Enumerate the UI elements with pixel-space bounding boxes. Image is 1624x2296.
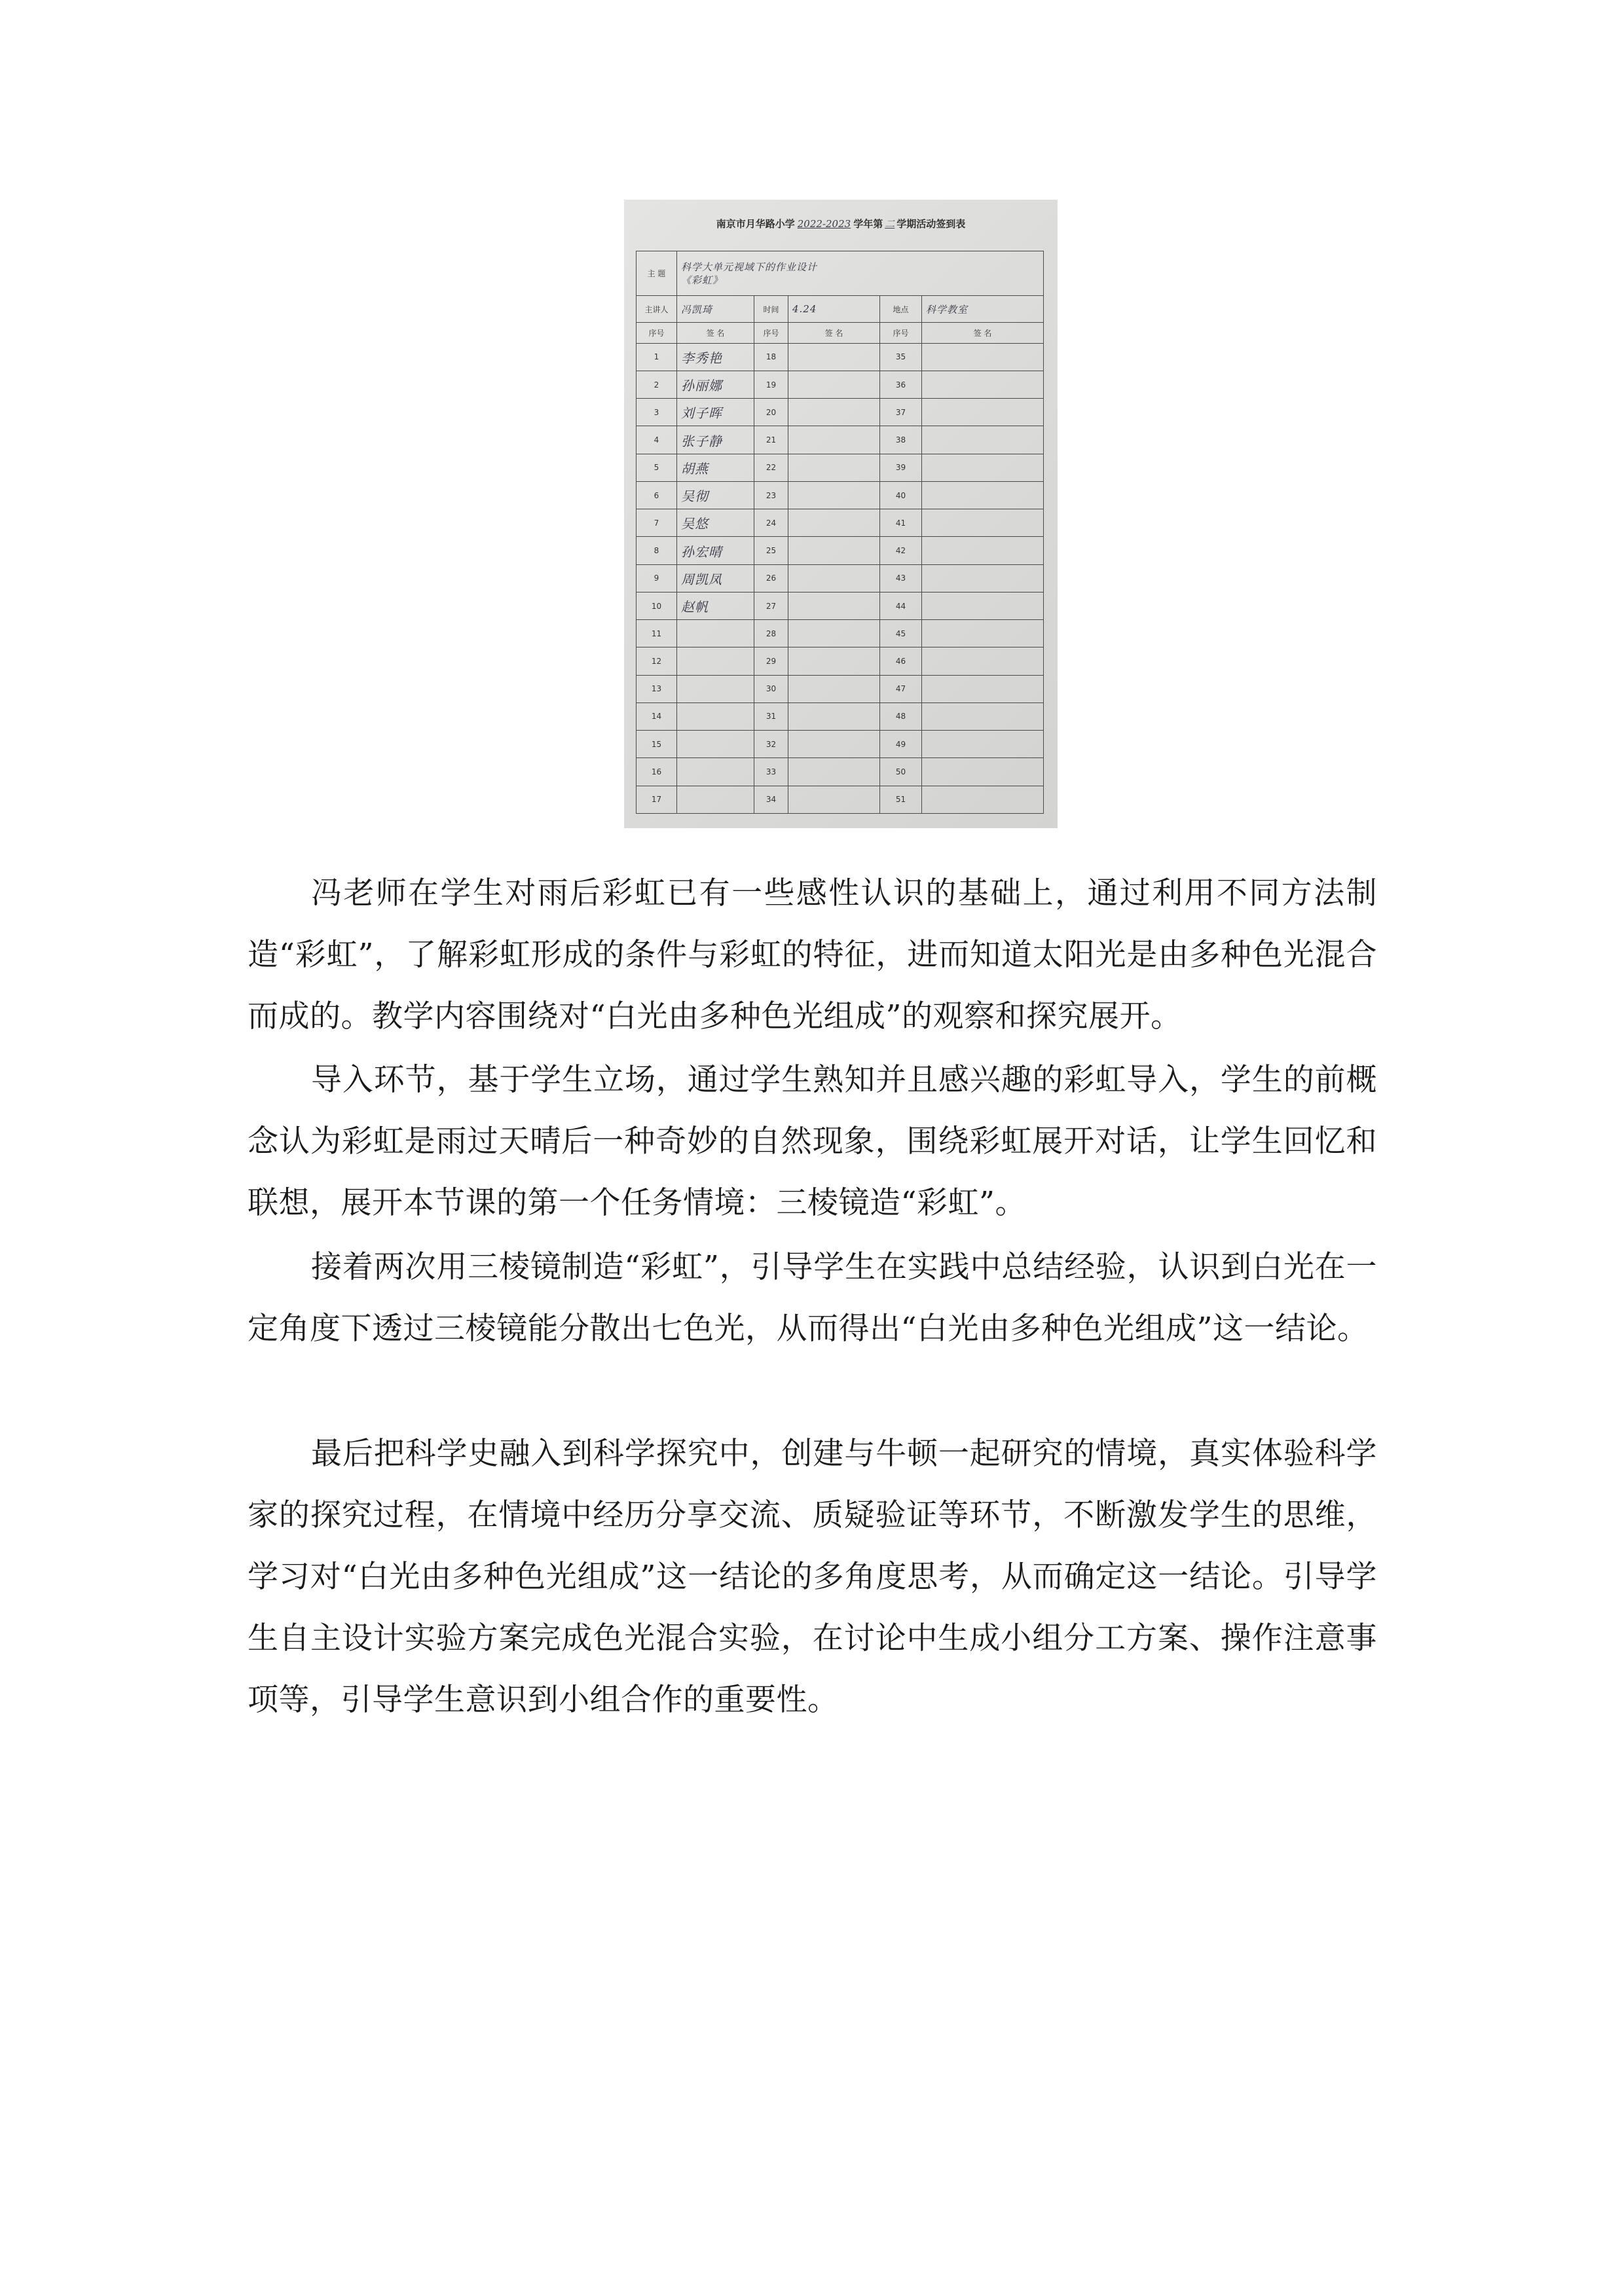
signature-cell <box>788 399 880 426</box>
signature-cell <box>788 675 880 702</box>
row-number-cell: 41 <box>880 509 922 537</box>
speaker-value: 冯凯琦 <box>681 303 713 316</box>
signature-cell <box>922 509 1044 537</box>
signature-cell <box>922 426 1044 454</box>
row-number-cell: 13 <box>637 675 677 702</box>
signature-cell <box>788 481 880 509</box>
signature-cell <box>677 647 754 675</box>
signature-cell <box>677 399 754 426</box>
signature-cell <box>677 592 754 619</box>
row-number-cell: 3 <box>637 399 677 426</box>
signature-hand: 李秀艳 <box>681 350 722 366</box>
row-number-cell: 4 <box>637 426 677 454</box>
topic-label: 主 题 <box>637 251 677 296</box>
topic-hand-line1: 科学大单元视域下的作业设计 <box>681 261 818 273</box>
row-number-cell: 23 <box>754 481 788 509</box>
row-number-cell: 19 <box>754 371 788 399</box>
signature-hand: 胡燕 <box>681 460 709 477</box>
signature-cell <box>677 481 754 509</box>
signature-cell <box>788 537 880 564</box>
signature-cell <box>788 758 880 786</box>
signature-cell <box>677 509 754 537</box>
table-row <box>637 786 1044 813</box>
signature-cell <box>788 371 880 399</box>
signature-cell <box>922 454 1044 481</box>
row-number-cell: 44 <box>880 592 922 619</box>
signature-cell <box>922 399 1044 426</box>
paragraph-1: 冯老师在学生对雨后彩虹已有一些感性认识的基础上，通过利用不同方法制造“彩虹”，了解彩虹形成的条件与彩虹的特征，进而知道太阳光是由多种色光混合而成的。教学内容围绕对“白光由多种色光组成”的观察和探究展开。 <box>248 875 1377 1034</box>
col-sign-1: 签 名 <box>677 322 754 343</box>
row-number-cell: 38 <box>880 426 922 454</box>
row-number-cell: 18 <box>754 343 788 371</box>
table-row <box>637 592 1044 619</box>
row-number-cell: 32 <box>754 731 788 758</box>
col-no-3: 序号 <box>880 322 922 343</box>
signature-hand: 赵帆 <box>681 599 709 615</box>
signature-cell <box>922 675 1044 702</box>
signature-hand: 吴悠 <box>681 516 709 532</box>
row-number-cell: 20 <box>754 399 788 426</box>
row-number-cell: 26 <box>754 564 788 592</box>
row-number-cell: 37 <box>880 399 922 426</box>
signature-cell <box>922 592 1044 619</box>
row-number-cell: 48 <box>880 702 922 730</box>
signature-cell <box>922 620 1044 647</box>
col-sign-2: 签 名 <box>788 322 880 343</box>
signature-cell <box>922 564 1044 592</box>
table-row <box>637 731 1044 758</box>
paragraph-4: 最后把科学史融入到科学探究中，创建与牛顿一起研究的情境，真实体验科学家的探究过程，在情境中经历分享交流、质疑验证等环节，不断激发学生的思维，学习对“白光由多种色光组成”这一结论的多角度思考，从而确定这一结论。引导学生自主设计实验方案完成色光混合实验，在讨论中生成小组分工方案、操作注意事项等，引导学生意识到小组合作的重要性。 <box>248 1436 1377 1718</box>
signature-hand: 刘子晖 <box>681 405 722 422</box>
sheet-title-middle: 学年第 <box>853 218 883 230</box>
table-row <box>637 702 1044 730</box>
signature-cell <box>922 731 1044 758</box>
signature-cell <box>788 343 880 371</box>
table-row <box>637 758 1044 786</box>
row-number-cell: 14 <box>637 702 677 730</box>
signature-cell <box>788 426 880 454</box>
row-number-cell: 50 <box>880 758 922 786</box>
col-no-2: 序号 <box>754 322 788 343</box>
row-number-cell: 43 <box>880 564 922 592</box>
row-number-cell: 29 <box>754 647 788 675</box>
row-number-cell: 17 <box>637 786 677 813</box>
row-number-cell: 28 <box>754 620 788 647</box>
row-number-cell: 25 <box>754 537 788 564</box>
signature-cell <box>922 758 1044 786</box>
row-number-cell: 40 <box>880 481 922 509</box>
signature-cell <box>788 564 880 592</box>
table-row <box>637 675 1044 702</box>
place-value: 科学教室 <box>926 303 969 316</box>
signature-cell <box>788 509 880 537</box>
row-number-cell: 51 <box>880 786 922 813</box>
time-value: 4.24 <box>792 303 817 315</box>
signature-cell <box>677 454 754 481</box>
table-row <box>637 426 1044 454</box>
row-number-cell: 31 <box>754 702 788 730</box>
row-number-cell: 15 <box>637 731 677 758</box>
place-label: 地点 <box>880 296 922 322</box>
signature-cell <box>788 731 880 758</box>
sheet-title-school: 南京市月华路小学 <box>716 218 795 230</box>
signature-cell <box>677 675 754 702</box>
col-no-1: 序号 <box>637 322 677 343</box>
signature-cell <box>677 620 754 647</box>
sheet-title <box>624 217 1058 230</box>
signature-cell <box>677 343 754 371</box>
sign-in-table <box>636 251 1044 814</box>
row-number-cell: 30 <box>754 675 788 702</box>
table-row <box>637 481 1044 509</box>
paragraph-3: 接着两次用三棱镜制造“彩虹”，引导学生在实践中总结经验，认识到白光在一定角度下透过三棱镜能分散出七色光，从而得出“白光由多种色光组成”这一结论。 <box>248 1249 1377 1347</box>
time-label: 时间 <box>754 296 788 322</box>
signature-cell <box>677 371 754 399</box>
row-number-cell: 22 <box>754 454 788 481</box>
signature-cell <box>788 702 880 730</box>
signature-cell <box>788 592 880 619</box>
row-number-cell: 16 <box>637 758 677 786</box>
table-row <box>637 564 1044 592</box>
signature-hand: 吴彻 <box>681 488 709 505</box>
row-number-cell: 12 <box>637 647 677 675</box>
row-number-cell: 47 <box>880 675 922 702</box>
signature-cell <box>922 481 1044 509</box>
row-number-cell: 6 <box>637 481 677 509</box>
row-number-cell: 2 <box>637 371 677 399</box>
row-number-cell: 36 <box>880 371 922 399</box>
topic-hand-line2: 《彩虹》 <box>681 274 724 286</box>
signature-cell <box>677 564 754 592</box>
table-row <box>637 509 1044 537</box>
sheet-title-term: 二 <box>885 218 895 230</box>
signature-hand: 张子静 <box>681 433 722 449</box>
topic-row <box>637 251 1044 296</box>
table-row <box>637 454 1044 481</box>
row-number-cell: 34 <box>754 786 788 813</box>
signature-cell <box>677 426 754 454</box>
row-number-cell: 21 <box>754 426 788 454</box>
signature-cell <box>788 454 880 481</box>
row-number-cell: 45 <box>880 620 922 647</box>
row-number-cell: 10 <box>637 592 677 619</box>
info-row <box>637 296 1044 322</box>
speaker-label: 主讲人 <box>637 296 677 322</box>
signature-cell <box>677 731 754 758</box>
signature-cell <box>788 620 880 647</box>
row-number-cell: 35 <box>880 343 922 371</box>
signature-hand: 孙宏晴 <box>681 543 722 560</box>
col-sign-3: 签 名 <box>922 322 1044 343</box>
signature-cell <box>788 647 880 675</box>
signature-cell <box>922 537 1044 564</box>
signature-cell <box>922 343 1044 371</box>
row-number-cell: 49 <box>880 731 922 758</box>
row-number-cell: 27 <box>754 592 788 619</box>
sheet-title-year: 2022-2023 <box>797 218 851 230</box>
signature-hand: 孙丽娜 <box>681 378 722 394</box>
table-row <box>637 399 1044 426</box>
table-row <box>637 537 1044 564</box>
signature-cell <box>922 371 1044 399</box>
signature-cell <box>922 786 1044 813</box>
sign-in-sheet-photo <box>624 200 1058 828</box>
table-row <box>637 647 1044 675</box>
paragraph-2: 导入环节，基于学生立场，通过学生熟知并且感兴趣的彩虹导入，学生的前概念认为彩虹是雨过天晴后一种奇妙的自然现象，围绕彩虹展开对话，让学生回忆和联想，展开本节课的第一个任务情境：三棱镜造“彩虹”。 <box>248 1062 1377 1221</box>
sheet-title-suffix: 学期活动签到表 <box>896 218 966 230</box>
row-number-cell: 24 <box>754 509 788 537</box>
row-number-cell: 39 <box>880 454 922 481</box>
signature-cell <box>922 702 1044 730</box>
row-number-cell: 8 <box>637 537 677 564</box>
row-number-cell: 9 <box>637 564 677 592</box>
topic-value <box>677 251 1044 296</box>
row-number-cell: 42 <box>880 537 922 564</box>
table-row <box>637 343 1044 371</box>
signature-cell <box>788 786 880 813</box>
signature-hand: 周凯凤 <box>681 571 722 587</box>
row-number-cell: 11 <box>637 620 677 647</box>
signature-cell <box>677 537 754 564</box>
row-number-cell: 7 <box>637 509 677 537</box>
row-number-cell: 33 <box>754 758 788 786</box>
header-row <box>637 322 1044 343</box>
row-number-cell: 46 <box>880 647 922 675</box>
signature-cell <box>677 758 754 786</box>
signature-cell <box>677 786 754 813</box>
table-row <box>637 371 1044 399</box>
table-row <box>637 620 1044 647</box>
signature-cell <box>677 702 754 730</box>
row-number-cell: 1 <box>637 343 677 371</box>
row-number-cell: 5 <box>637 454 677 481</box>
signature-cell <box>922 647 1044 675</box>
